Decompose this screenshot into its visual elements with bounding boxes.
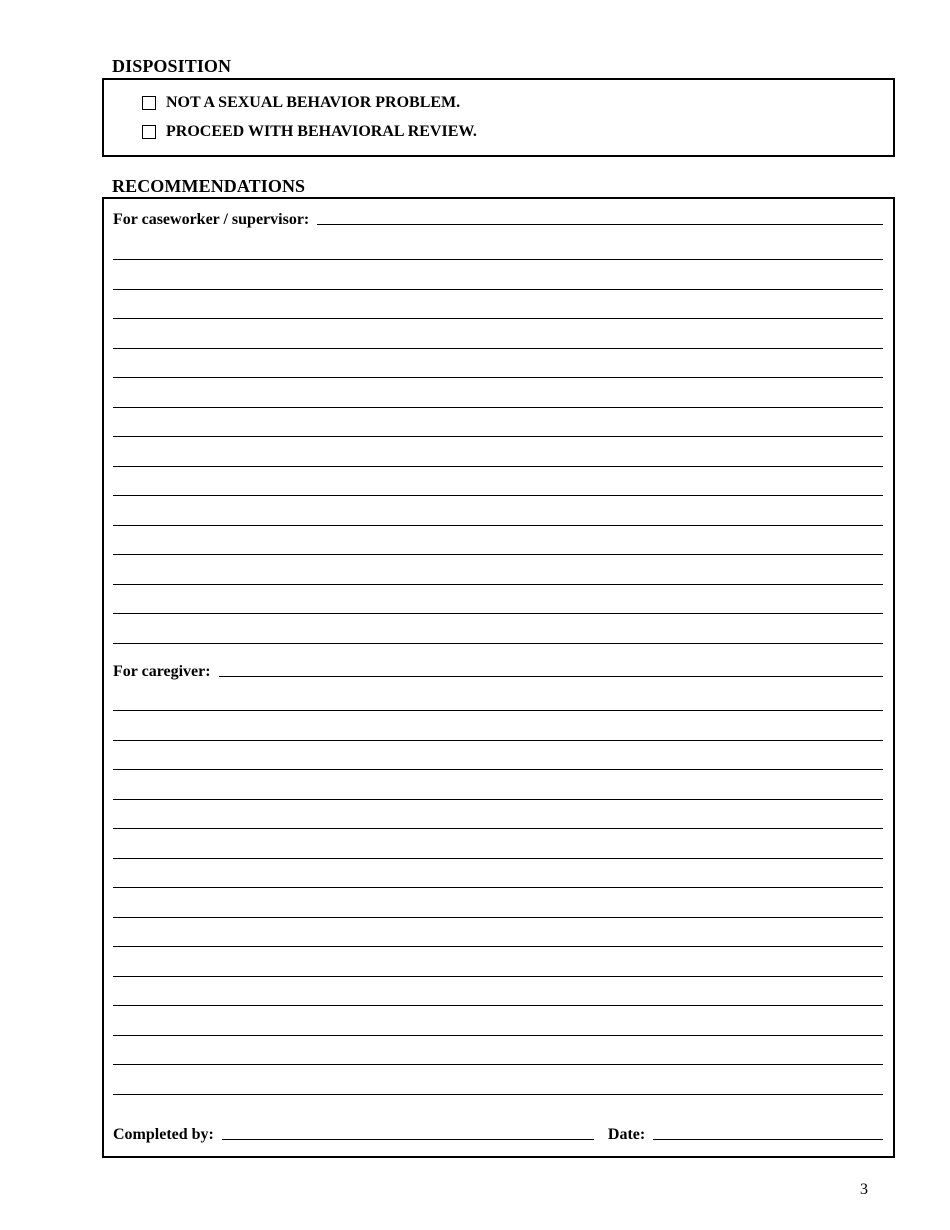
writing-line[interactable] — [113, 377, 883, 378]
disposition-option-not-problem[interactable] — [142, 94, 460, 112]
caseworker-label: For caseworker / supervisor: — [113, 211, 310, 228]
writing-line[interactable] — [113, 318, 883, 319]
writing-line[interactable] — [113, 495, 883, 496]
writing-line[interactable] — [113, 858, 883, 859]
writing-line[interactable] — [113, 466, 883, 467]
writing-line[interactable] — [113, 348, 883, 349]
recommendations-title: RECOMMENDATIONS — [112, 176, 306, 196]
date-label: Date: — [607, 1126, 646, 1143]
recommendations-box — [102, 197, 895, 1158]
writing-line[interactable] — [113, 976, 883, 977]
writing-line[interactable] — [113, 1035, 883, 1036]
caregiver-label: For caregiver: — [113, 663, 211, 680]
writing-line[interactable] — [113, 407, 883, 408]
date-input-line[interactable] — [653, 1139, 883, 1140]
writing-line[interactable] — [113, 289, 883, 290]
writing-line[interactable] — [113, 799, 883, 800]
writing-line[interactable] — [113, 887, 883, 888]
completed-by-label: Completed by: — [113, 1126, 214, 1143]
disposition-option-label: PROCEED WITH BEHAVIORAL REVIEW. — [166, 123, 477, 140]
page-number: 3 — [860, 1181, 868, 1198]
writing-line[interactable] — [113, 740, 883, 741]
writing-line[interactable] — [113, 1005, 883, 1006]
writing-line[interactable] — [113, 917, 883, 918]
writing-line[interactable] — [113, 554, 883, 555]
disposition-option-label: NOT A SEXUAL BEHAVIOR PROBLEM. — [166, 94, 461, 111]
writing-line[interactable] — [113, 828, 883, 829]
writing-line[interactable] — [113, 525, 883, 526]
completed-by-input-line[interactable] — [222, 1139, 594, 1140]
writing-line[interactable] — [113, 643, 883, 644]
disposition-title: DISPOSITION — [112, 56, 232, 76]
writing-line[interactable] — [113, 436, 883, 437]
writing-line[interactable] — [113, 710, 883, 711]
caregiver-input-line[interactable] — [219, 676, 883, 677]
writing-line[interactable] — [113, 1064, 883, 1065]
disposition-box — [102, 78, 895, 157]
writing-line[interactable] — [113, 1094, 883, 1095]
checkbox-proceed-review[interactable] — [142, 125, 156, 139]
checkbox-not-problem[interactable] — [142, 96, 156, 110]
writing-line[interactable] — [113, 259, 883, 260]
writing-line[interactable] — [113, 946, 883, 947]
caseworker-input-line[interactable] — [317, 224, 883, 225]
disposition-option-proceed-review[interactable] — [142, 123, 477, 141]
completion-row — [113, 1126, 883, 1144]
caregiver-row[interactable] — [113, 663, 883, 681]
writing-line[interactable] — [113, 584, 883, 585]
writing-line[interactable] — [113, 613, 883, 614]
writing-line[interactable] — [113, 769, 883, 770]
caseworker-row[interactable] — [113, 211, 883, 229]
